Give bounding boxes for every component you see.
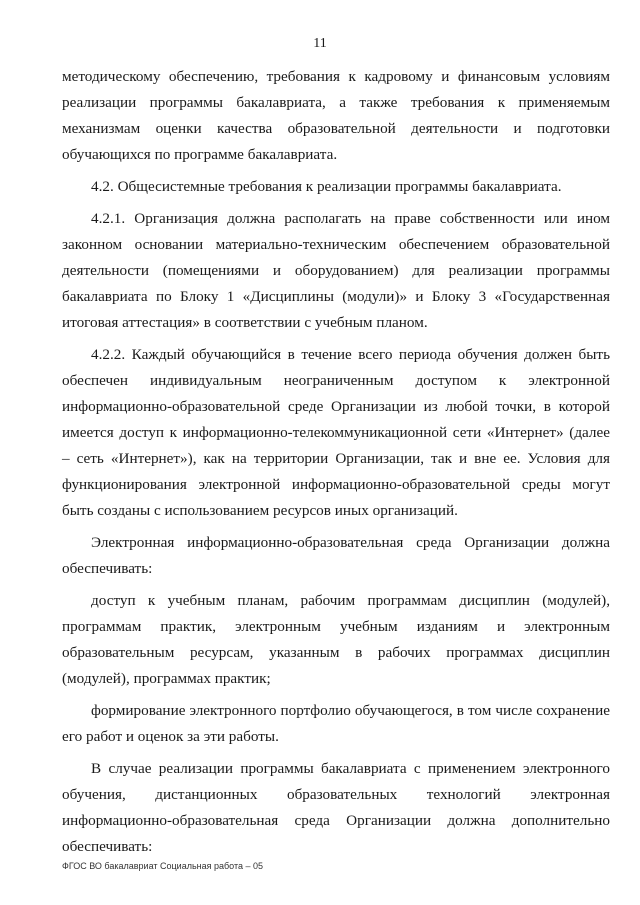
paragraph-intro-continuation: методическому обеспечению, требования к кадровому и финансовым условиям реализации программы бакалавриата, а также требования к применяемым механизмам оценки качества образовательной деятельности и подготовки обучающихся по программе бакалавриата. — [62, 68, 610, 163]
paragraph-section-4-2: 4.2. Общесистемные требования к реализации программы бакалавриата. — [91, 178, 562, 195]
paragraph-access-list-item: доступ к учебным планам, рабочим программам дисциплин (модулей), программам практик, электронным учебным изданиям и электронным образовательным ресурсам, указанным в рабочих программах дисциплин (модулей), программах практик; — [62, 592, 610, 687]
paragraph-section-4-2-1: 4.2.1. Организация должна располагать на праве собственности или ином законном основании материально-техническим обеспечением образовательной деятельности (помещениями и оборудованием) для реализации программы бакалавриата по Блоку 1 «Дисциплины (модули)» и Блоку 3 «Государственная итоговая аттестация» в соответствии с учебным планом. — [62, 210, 610, 331]
paragraph-portfolio-list-item: формирование электронного портфолио обучающегося, в том числе сохранение его работ и оценок за эти работы. — [62, 702, 610, 745]
document-body — [62, 64, 610, 860]
paragraph-section-4-2-2: 4.2.2. Каждый обучающийся в течение всего периода обучения должен быть обеспечен индивидуальным неограниченным доступом к электронной информационно-образовательной среде Организации из любой точки, в которой имеется доступ к информационно-телекоммуникационной сети «Интернет» (далее – сеть «Интернет»), как на территории Организации, так и вне ее. Условия для функционирования электронной информационно-образовательной среды могут быть созданы с использованием ресурсов иных организаций. — [62, 346, 610, 519]
paragraph-distance-learning: В случае реализации программы бакалавриата с применением электронного обучения, дистанционных образовательных технологий электронная информационно-образовательная среда Организации должна дополнительно обеспечивать: — [62, 760, 610, 855]
page-number: 11 — [313, 36, 327, 51]
paragraph-environment-intro: Электронная информационно-образовательная среда Организации должна обеспечивать: — [62, 534, 610, 577]
page-footer: ФГОС ВО бакалавриат Социальная работа – 05 — [62, 861, 264, 871]
